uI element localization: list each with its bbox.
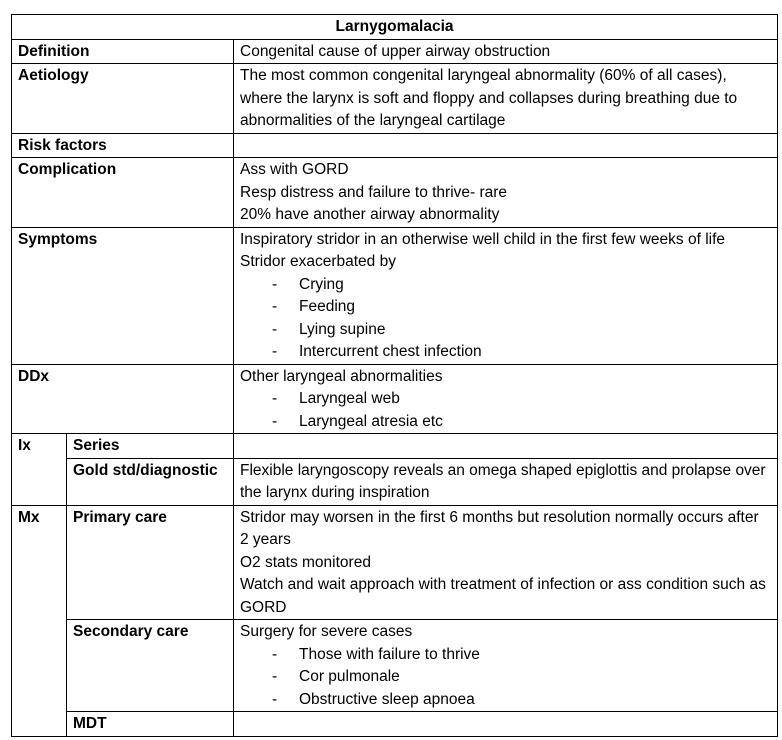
complication-line: Resp distress and failure to thrive- rare <box>240 183 508 201</box>
dash-marker: - <box>272 412 278 430</box>
secondary-care-label: Secondary care <box>67 620 234 712</box>
list-item-text: Laryngeal atresia etc <box>299 412 443 430</box>
mx-primary-row <box>12 505 778 620</box>
symptoms-label: Symptoms <box>12 227 234 364</box>
dash-marker: - <box>272 298 278 315</box>
primary-care-line: Watch and wait approach with treatment of infection or ass condition such as GORD <box>240 576 766 616</box>
ix-gold-row <box>12 458 778 505</box>
complication-content <box>234 158 778 228</box>
primary-care-content <box>234 505 778 620</box>
secondary-care-content <box>234 620 778 712</box>
complication-row <box>12 158 778 228</box>
list-item <box>240 411 771 434</box>
complication-label: Complication <box>12 158 234 228</box>
mdt-label: MDT <box>67 712 234 737</box>
list-item-text: Feeding <box>299 298 356 315</box>
definition-label: Definition <box>12 39 234 64</box>
aetiology-row <box>12 64 778 134</box>
dash-marker: - <box>272 668 278 685</box>
list-item-text: Cor pulmonale <box>299 668 400 685</box>
list-item <box>240 644 771 667</box>
primary-care-line: O2 stats monitored <box>240 553 371 571</box>
dash-marker: - <box>272 645 278 663</box>
definition-line: Congenital cause of upper airway obstruction <box>240 42 551 60</box>
complication-line: 20% have another airway abnormality <box>240 206 500 223</box>
list-item <box>240 666 771 689</box>
mx-secondary-row <box>12 620 778 712</box>
ddx-content <box>234 364 778 434</box>
title-row <box>12 15 778 40</box>
series-label: Series <box>67 434 234 459</box>
mx-mdt-row <box>12 712 778 737</box>
list-item-text: Laryngeal web <box>299 390 400 407</box>
risk-factors-row <box>12 133 778 158</box>
gold-std-line: Flexible laryngoscopy reveals an omega shaped epiglottis and prolapse over the larynx during inspiration <box>240 461 766 501</box>
aetiology-line: The most common congenital laryngeal abnormality (60% of all cases), where the larynx is soft and floppy and collapses during breathing due to abnormalities of the laryngeal cartilage <box>240 67 738 129</box>
list-item-text: Those with failure to thrive <box>299 645 480 663</box>
ddx-row <box>12 364 778 434</box>
symptoms-line: Stridor exacerbated by <box>240 253 396 270</box>
symptoms-row <box>12 227 778 364</box>
dash-marker: - <box>272 343 278 360</box>
dash-marker: - <box>272 390 278 407</box>
dash-marker: - <box>272 690 278 708</box>
larnygomalacia-table <box>11 14 778 737</box>
aetiology-label: Aetiology <box>12 64 234 134</box>
primary-care-label: Primary care <box>67 505 234 620</box>
table-title: Larnygomalacia <box>12 15 778 40</box>
symptoms-line: Inspiratory stridor in an otherwise well child in the first few weeks of life <box>240 230 726 248</box>
aetiology-content <box>234 64 778 134</box>
ddx-line: Other laryngeal abnormalities <box>240 367 443 385</box>
list-item-text: Obstructive sleep apnoea <box>299 690 475 708</box>
list-item <box>240 296 771 319</box>
ix-label: Ix <box>12 434 67 506</box>
ddx-label: DDx <box>12 364 234 434</box>
list-item-text: Crying <box>299 275 344 293</box>
list-item-text: Lying supine <box>299 320 386 338</box>
symptoms-bullet-list <box>240 274 771 364</box>
risk-factors-content <box>234 133 778 158</box>
list-item <box>240 319 771 342</box>
risk-factors-label: Risk factors <box>12 133 234 158</box>
symptoms-content <box>234 227 778 364</box>
mdt-content <box>234 712 778 737</box>
list-item <box>240 341 771 364</box>
dash-marker: - <box>272 320 278 338</box>
gold-std-content <box>234 458 778 505</box>
list-item <box>240 274 771 297</box>
series-content <box>234 434 778 459</box>
dash-marker: - <box>272 275 278 293</box>
secondary-care-line: Surgery for severe cases <box>240 623 413 640</box>
complication-line: Ass with GORD <box>240 161 349 178</box>
primary-care-line: Stridor may worsen in the first 6 months but resolution normally occurs after 2 years <box>240 508 759 548</box>
document-page <box>11 14 778 737</box>
ddx-bullet-list <box>240 388 771 433</box>
definition-row <box>12 39 778 64</box>
ix-series-row <box>12 434 778 459</box>
gold-std-label: Gold std/diagnostic <box>67 458 234 505</box>
secondary-care-bullet-list <box>240 644 771 712</box>
list-item <box>240 689 771 712</box>
definition-content <box>234 39 778 64</box>
list-item <box>240 388 771 411</box>
mx-label: Mx <box>12 505 67 736</box>
list-item-text: Intercurrent chest infection <box>299 343 482 360</box>
